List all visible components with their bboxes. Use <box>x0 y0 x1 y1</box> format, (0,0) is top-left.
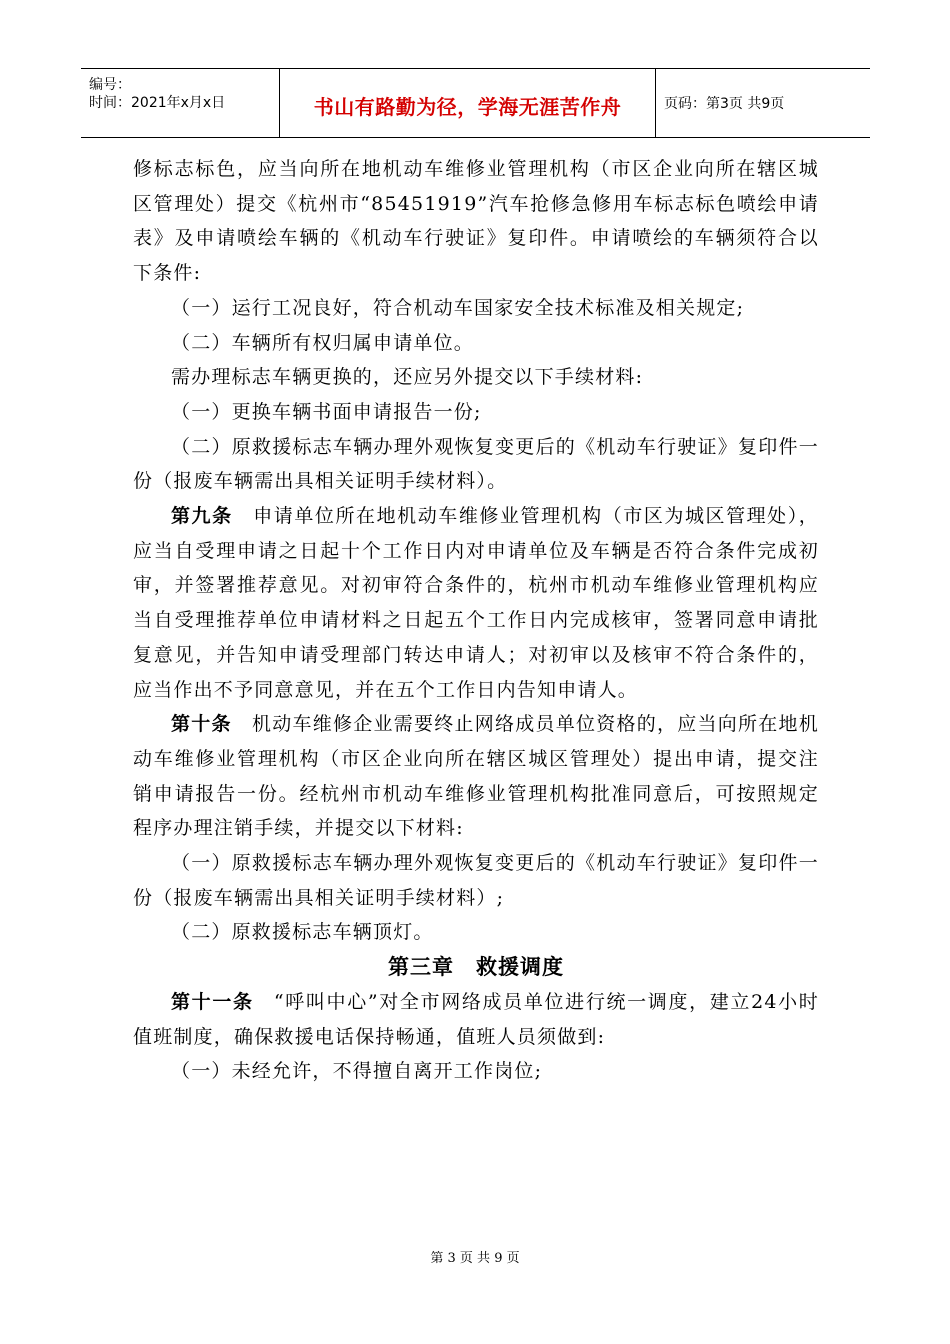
article-paragraph <box>133 707 819 846</box>
body-paragraph: （一）更换车辆书面申请报告一份; <box>171 400 482 423</box>
header-info-cell <box>81 69 280 137</box>
article-number: 第十条 <box>171 713 232 736</box>
article-gap <box>232 713 252 735</box>
body-paragraph: （一）运行工况良好，符合机动车国家安全技术标准及相关规定; <box>171 296 745 319</box>
article-number: 第九条 <box>171 505 233 528</box>
header-motto-cell <box>280 69 656 137</box>
document-number-label: 编号： <box>89 77 131 93</box>
body-paragraph: （二）原救援标志车辆办理外观恢复变更后的《机动车行驶证》复印件一份（报废车辆需出具相关证明手续材料）。 <box>133 435 819 493</box>
article-gap <box>233 505 253 527</box>
header-page-cell <box>656 69 870 137</box>
article-text: “呼叫中心”对全市网络成员单位进行统一调度，建立24小时值班制度，确保救援电话保持畅通，值班人员须做到: <box>133 990 819 1048</box>
article-number: 第十一条 <box>171 990 254 1013</box>
document-body <box>133 152 819 1089</box>
article-paragraph <box>133 499 819 707</box>
header-page-code: 页码：第3页 共9页 <box>664 96 785 112</box>
body-paragraph: （一）未经允许，不得擅自离开工作岗位; <box>171 1060 543 1083</box>
chapter-heading: 第三章 救援调度 <box>388 955 564 980</box>
body-paragraph: （一）原救援标志车辆办理外观恢复变更后的《机动车行驶证》复印件一份（报废车辆需出具相关证明手续材料）; <box>133 852 819 909</box>
article-text: 申请单位所在地机动车维修业管理机构（市区为城区管理处），应当自受理申请之日起十个工作日内对申请单位及车辆是否符合条件完成初审，并签署推荐意见。对初审符合条件的，杭州市机动车维修业管理机构应当自受理推荐单位申请材料之日起五个工作日内完成核审，签署同意申请批复意见，并告知申请受理部门转达申请人；对初审以及核审不符合条件的，应当作出不予同意意见，并在五个工作日内告知申请人。 <box>133 505 819 701</box>
page-footer: 第 3 页 共 9 页 <box>430 1251 520 1266</box>
header-motto: 书山有路勤为径，学海无涯苦作舟 <box>313 95 622 119</box>
body-paragraph: 修标志标色，应当向所在地机动车维修业管理机构（市区企业向所在辖区城区管理处）提交《杭州市“85451919”汽车抢修急修用车标志标色喷绘申请表》及申请喷绘车辆的《机动车行驶证》复印件。申请喷绘的车辆须符合以下条件: <box>133 158 819 285</box>
article-gap <box>254 991 274 1013</box>
article-text: 机动车维修企业需要终止网络成员单位资格的，应当向所在地机动车维修业管理机构（市区企业向所在辖区城区管理处）提出申请，提交注销申请报告一份。经杭州市机动车维修业管理机构批准同意后，可按照规定程序办理注销手续，并提交以下材料: <box>133 713 819 840</box>
article-paragraph <box>133 985 819 1054</box>
body-paragraph: （二）车辆所有权归属申请单位。 <box>171 331 475 354</box>
document-time-label: 时间：2021年x月x日 <box>89 95 226 111</box>
page-header <box>81 68 870 138</box>
body-paragraph: （二）原救援标志车辆顶灯。 <box>171 921 434 944</box>
body-paragraph: 需办理标志车辆更换的，还应另外提交以下手续材料: <box>171 366 644 389</box>
